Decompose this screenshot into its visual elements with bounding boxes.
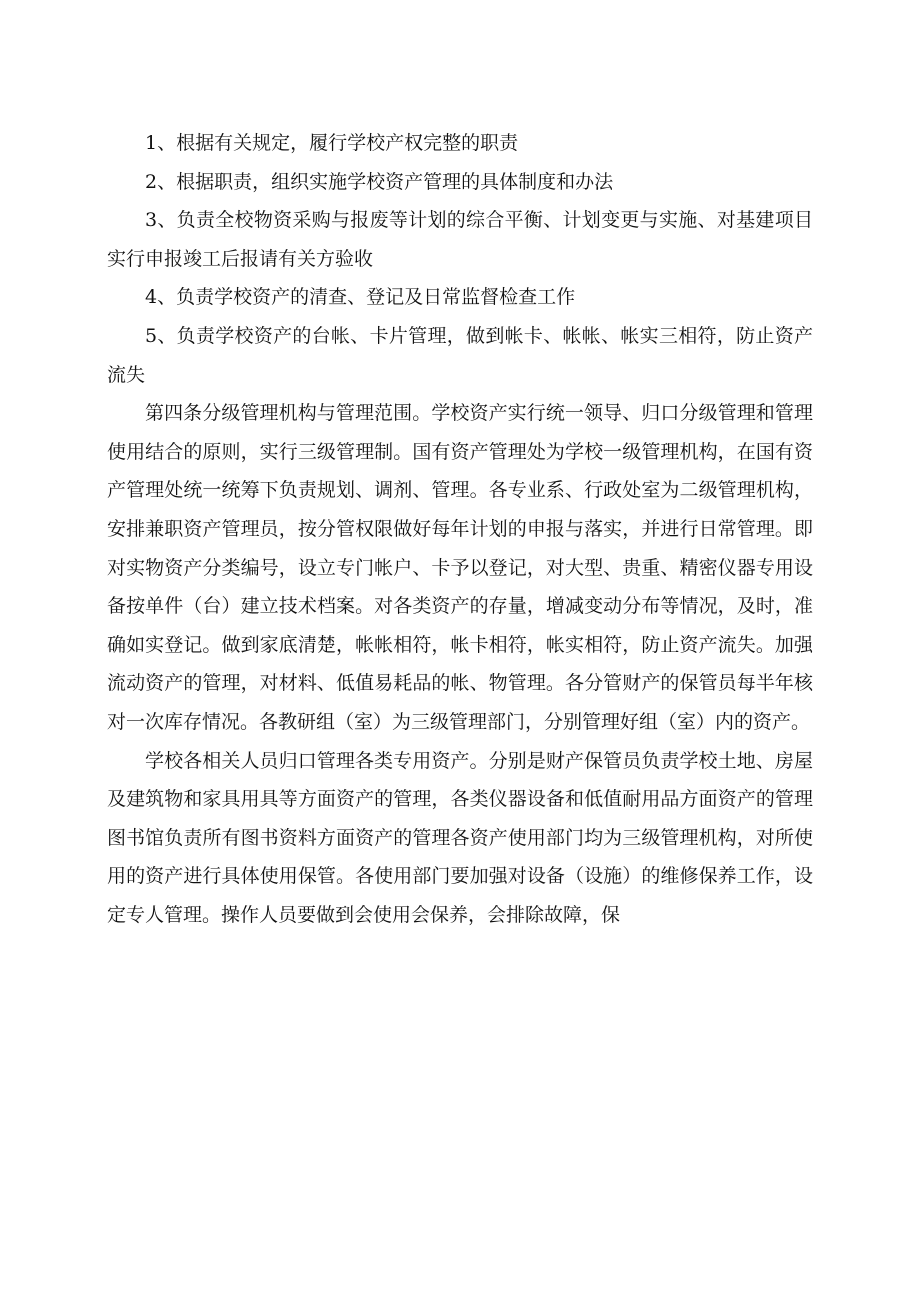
paragraph-item-1: 1、根据有关规定，履行学校产权完整的职责 <box>145 132 519 154</box>
paragraph-item-4: 4、负责学校资产的清查、登记及日常监督检查工作 <box>145 286 576 309</box>
paragraph-item-2: 2、根据职责，组织实施学校资产管理的具体制度和办法 <box>145 170 614 193</box>
paragraph-item-3: 3、负责全校物资采购与报废等计划的综合平衡、计划变更与实施、对基建项目实行申报竣工后报请有关方验收 <box>107 209 813 270</box>
paragraph-asset-management: 学校各相关人员归口管理各类专用资产。分别是财产保管员负责学校土地、房屋及建筑物和家具用具等方面资产的管理，各类仪器设备和低值耐用品方面资产的管理图书馆负责所有图书资料方面资产的管理各资产使用部门均为三级管理机构，对所使用的资产进行具体使用保管。各使用部门要加强对设备（设施）的维修保养工作，设定专人管理。操作人员要做到会使用会保养，会排除故障，保 <box>107 749 813 926</box>
paragraph-article-4: 第四条分级管理机构与管理范围。学校资产实行统一领导、归口分级管理和管理使用结合的原则，实行三级管理制。国有资产管理处为学校一级管理机构，在国有资产管理处统一统筹下负责规划、调剂、管理。各专业系、行政处室为二级管理机构，安排兼职资产管理员，按分管权限做好每年计划的申报与落实，并进行日常管理。即对实物资产分类编号，设立专门帐户、卡予以登记，对大型、贵重、精密仪器专用设备按单件（台）建立技术档案。对各类资产的存量，增减变动分布等情况，及时，准确如实登记。做到家底清楚，帐帐相符，帐卡相符，帐实相符，防止资产流失。加强流动资产的管理，对材料、低值易耗品的帐、物管理。各分管财产的保管员每半年核对一次库存情况。各教研组（室）为三级管理部门，分别管理好组（室）内的资产。 <box>107 402 813 733</box>
document-body <box>107 124 813 934</box>
paragraph-item-5: 5、负责学校资产的台帐、卡片管理，做到帐卡、帐帐、帐实三相符，防止资产流失 <box>107 324 813 386</box>
